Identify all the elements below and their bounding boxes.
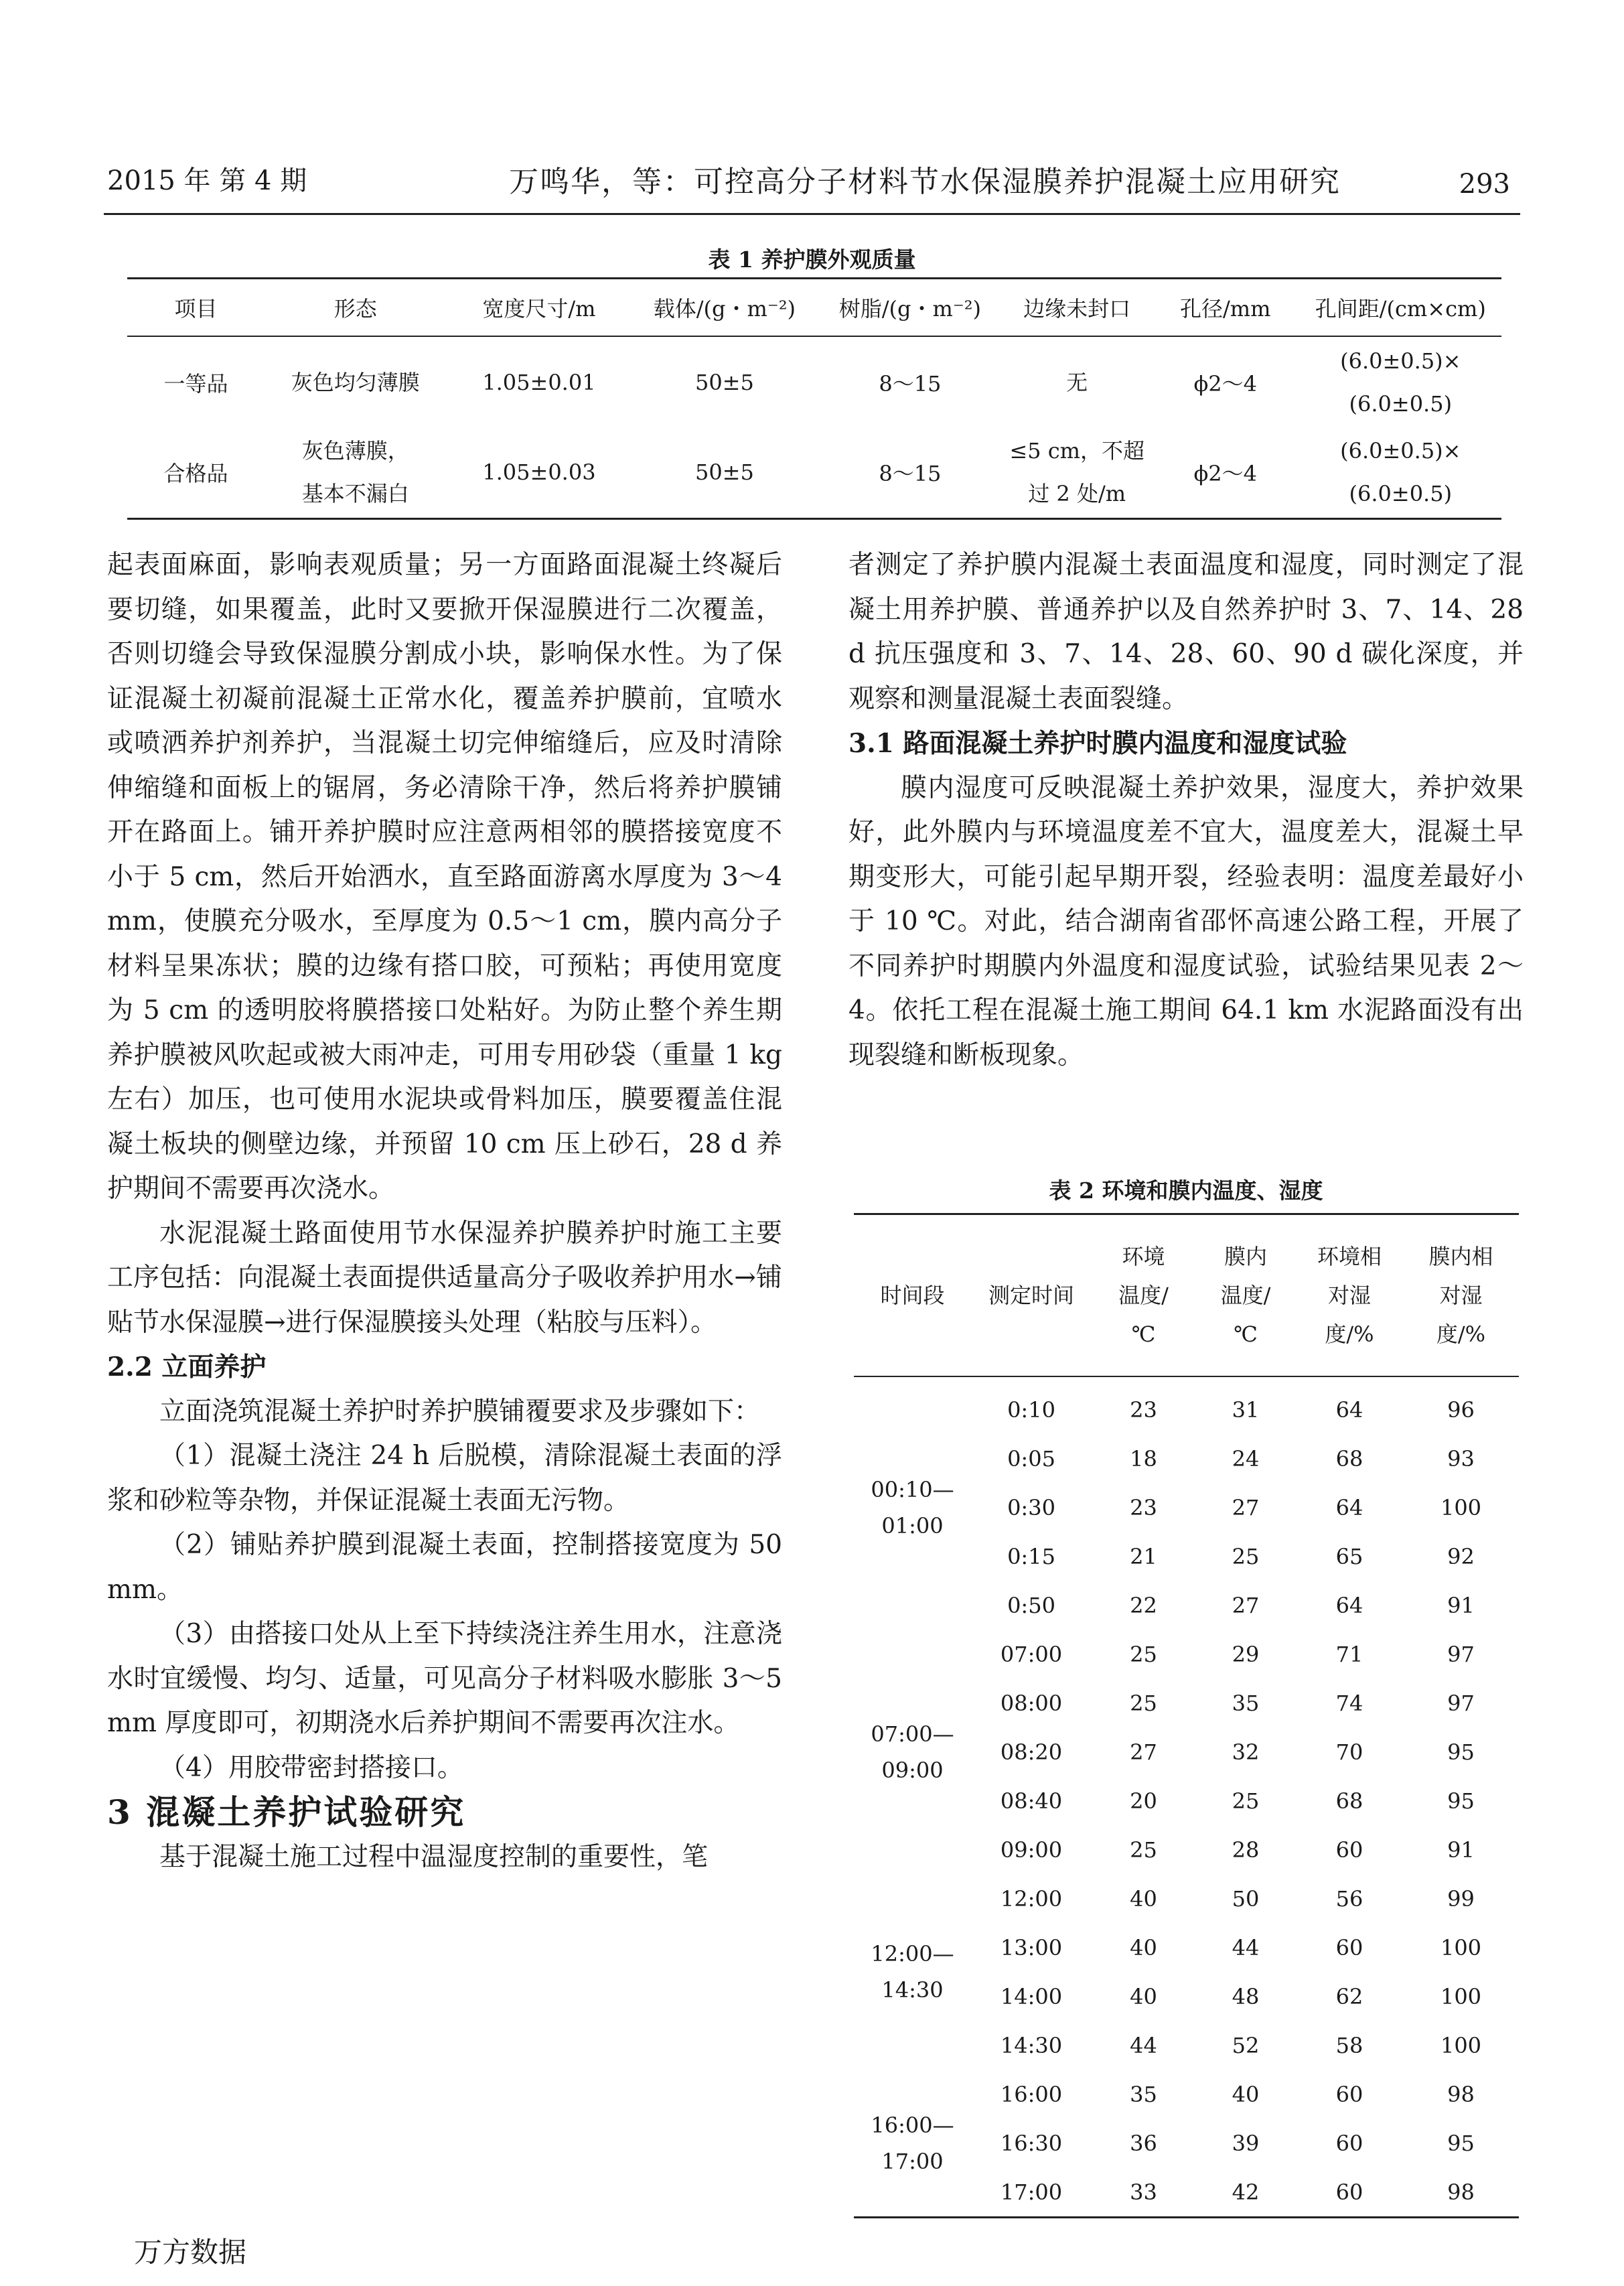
table-cell: 95 — [1447, 1739, 1475, 1765]
cell-line: (6.0±0.5)× — [1340, 348, 1461, 374]
period-line: 07:00— — [871, 1721, 954, 1747]
header-line: 环境 — [1122, 1244, 1165, 1269]
table-cell: 44 — [1232, 1934, 1260, 1960]
paragraph: 立面浇筑混凝土养护时养护膜铺覆要求及步骤如下： — [159, 1396, 761, 1427]
page-number: 293 — [1459, 169, 1510, 200]
carrier-cell: 50±5 — [694, 369, 754, 395]
table2-header-cell — [971, 1214, 1092, 1377]
width-cell: 1.05±0.01 — [482, 369, 596, 395]
table-cell: 91 — [1447, 1837, 1475, 1863]
header-line: 膜内 — [1224, 1244, 1267, 1269]
table2-header-cell — [1195, 1214, 1296, 1377]
table1-header-cell: 项目 — [127, 279, 265, 337]
form-cell — [265, 427, 446, 518]
edge-cell — [1003, 427, 1151, 518]
period-line: 16:00— — [871, 2112, 954, 2138]
table-cell: 35 — [1130, 2081, 1157, 2107]
table1-header-cell: 树脂/(g・m⁻²) — [817, 279, 1003, 337]
header-line: 温度/ — [1118, 1283, 1169, 1308]
cell-line: (6.0±0.5) — [1349, 481, 1453, 507]
cell-line: 灰色薄膜， — [301, 438, 409, 464]
spacing-cell — [1300, 427, 1501, 518]
resin-cell: 8～15 — [879, 370, 942, 397]
header-line: ℃ — [1131, 1321, 1156, 1347]
table-cell: 100 — [1440, 1934, 1482, 1960]
table-cell: 60 — [1335, 2081, 1363, 2107]
table-cell: 25 — [1130, 1837, 1157, 1863]
header-line: 膜内相 — [1428, 1244, 1493, 1269]
table-cell: 25 — [1232, 1543, 1260, 1569]
left-column — [107, 543, 782, 1879]
table-cell: 60 — [1335, 1934, 1363, 1960]
table-cell: 28 — [1232, 1837, 1260, 1863]
table-cell: 52 — [1232, 2032, 1260, 2058]
table2-header-cell — [1296, 1214, 1403, 1377]
table-cell: 09:00 — [1000, 1837, 1063, 1863]
running-title: 万鸣华，等：可控高分子材料节水保湿膜养护混凝土应用研究 — [509, 165, 1341, 199]
table-cell: 14:30 — [1000, 2032, 1063, 2058]
table-cell: 25 — [1130, 1641, 1157, 1667]
table-cell: 97 — [1447, 1690, 1475, 1716]
right-column — [848, 543, 1524, 1078]
table-cell: 98 — [1447, 2081, 1475, 2107]
table-cell: 40 — [1130, 1934, 1157, 1960]
edge-cell — [1003, 336, 1151, 427]
table-cell: 21 — [1130, 1543, 1157, 1569]
header-line: 温度/ — [1220, 1283, 1271, 1308]
table-cell: 16:30 — [1000, 2130, 1063, 2156]
table-cell: 58 — [1335, 2032, 1363, 2058]
table-cell: 62 — [1335, 1983, 1363, 2009]
table-cell: 35 — [1232, 1690, 1260, 1716]
table-cell: 25 — [1232, 1788, 1260, 1814]
form-cell — [265, 336, 446, 427]
table-cell: 95 — [1447, 1788, 1475, 1814]
section-heading-2-2: 2.2 立面养护 — [107, 1352, 267, 1382]
table-cell: 100 — [1440, 2032, 1482, 2058]
table-cell: 100 — [1440, 1494, 1482, 1520]
period-line: 09:00 — [881, 1757, 944, 1783]
table-cell: 27 — [1232, 1592, 1260, 1618]
header-line: 测定时间 — [988, 1283, 1074, 1308]
table-cell: 92 — [1447, 1543, 1475, 1569]
period-line: 00:10— — [871, 1476, 954, 1502]
table2 — [854, 1213, 1519, 2218]
table-cell: 40 — [1232, 2081, 1260, 2107]
period-cell — [854, 1376, 971, 1630]
step-1: （1）混凝土浇注 24 h 后脱模，清除混凝土表面的浮浆和砂粒等杂物，并保证混凝土表面无污物。 — [107, 1441, 782, 1516]
carrier-cell: 50±5 — [694, 459, 754, 486]
table-cell: 40 — [1130, 1983, 1157, 2009]
cell-line: (6.0±0.5)× — [1340, 438, 1461, 464]
width-cell: 1.05±0.03 — [482, 459, 596, 486]
table-cell: 74 — [1335, 1690, 1363, 1716]
table-row — [854, 2070, 1519, 2119]
cell-line: 基本不漏白 — [301, 481, 409, 507]
table-cell: 13:00 — [1000, 1934, 1063, 1960]
paragraph: 起表面麻面，影响表观质量；另一方面路面混凝土终凝后要切缝，如果覆盖，此时又要掀开保湿膜进行二次覆盖，否则切缝会导致保湿膜分割成小块，影响保水性。为了保证混凝土初凝前混凝土正常水化，覆盖养护膜前，宜喷水或喷洒养护剂养护，当混凝土切完伸缩缝后，应及时清除伸缩缝和面板上的锯屑，务必清除干净，然后将养护膜铺开在路面上。铺开养护膜时应注意两相邻的膜搭接宽度不小于 5 cm，然后开始洒水，直至路面游离水厚度为 3～4 mm，使膜充分吸水，至厚度为 0.5～1 cm，膜内高分子材料呈果冻状；膜的边缘有搭口胶，可预粘；再使用宽度为 5 cm 的透明胶将膜搭接口处粘好。为防止整个养生期养护膜被风吹起或被大雨冲走，可用专用砂袋（重量 1 kg 左右）加压，也可使用水泥块或骨料加压，膜要覆盖住混凝土板块的侧壁边缘，并预留 10 cm 压上砂石，28 d 养护期间不需要再次浇水。 — [107, 550, 782, 1204]
cell-line: (6.0±0.5) — [1349, 390, 1453, 417]
header-line: 对湿 — [1327, 1283, 1371, 1308]
table-cell: 12:00 — [1000, 1885, 1063, 1912]
paragraph: 者测定了养护膜内混凝土表面温度和湿度，同时测定了混凝土用养护膜、普通养护以及自然养护时 3、7、14、28 d 抗压强度和 3、7、14、28、60、90 d 碳化深度，并观察和测量混凝土表面裂缝。 — [848, 550, 1524, 714]
table-cell: 99 — [1447, 1885, 1475, 1912]
cell-line: 过 2 处/m — [1028, 481, 1126, 507]
table1-header-cell: 孔径/mm — [1151, 279, 1300, 337]
table1-header-cell: 载体/(g・m⁻²) — [632, 279, 817, 337]
header-line: 度/% — [1325, 1321, 1374, 1347]
table-cell: 68 — [1335, 1788, 1363, 1814]
table-cell: 56 — [1335, 1885, 1363, 1912]
period-line: 14:30 — [881, 1977, 944, 2003]
header-line: 时间段 — [880, 1283, 945, 1308]
cell-line: 无 — [1066, 369, 1088, 395]
header-line: ℃ — [1234, 1321, 1258, 1347]
table-cell: 64 — [1335, 1592, 1363, 1618]
table-row — [854, 1630, 1519, 1678]
table-cell: 39 — [1232, 2130, 1260, 2156]
header-rule — [104, 213, 1520, 215]
table-cell: 64 — [1335, 1494, 1363, 1520]
period-cell — [854, 1630, 971, 1874]
grade-cell: 合格品 — [163, 461, 228, 487]
header-line: 度/% — [1436, 1321, 1486, 1347]
table2-header-cell — [1092, 1214, 1195, 1377]
table-cell: 20 — [1130, 1788, 1157, 1814]
table-cell: 93 — [1447, 1445, 1475, 1472]
table-cell: 64 — [1335, 1397, 1363, 1423]
table-cell: 0:50 — [1007, 1592, 1055, 1618]
table-cell: 22 — [1130, 1592, 1157, 1618]
table-cell: 23 — [1130, 1397, 1157, 1423]
table-cell: 18 — [1130, 1445, 1157, 1472]
table-cell: 42 — [1232, 2179, 1260, 2205]
table2-header-cell — [854, 1214, 971, 1377]
paragraph: 水泥混凝土路面使用节水保湿养护膜养护时施工主要工序包括：向混凝土表面提供适量高分子吸收养护用水→铺贴节水保湿膜→进行保湿膜接头处理（粘胶与压料）。 — [107, 1218, 782, 1338]
table-cell: 33 — [1130, 2179, 1157, 2205]
table-cell: 08:00 — [1000, 1690, 1063, 1716]
table-row — [127, 336, 1501, 427]
spacing-cell — [1300, 336, 1501, 427]
table1-header-row — [127, 279, 1501, 337]
table-cell: 40 — [1130, 1885, 1157, 1912]
table-cell: 48 — [1232, 1983, 1260, 2009]
table-cell: 16:00 — [1000, 2081, 1063, 2107]
table-cell: 32 — [1232, 1739, 1260, 1765]
cell-line: 灰色均匀薄膜 — [291, 369, 420, 395]
table-cell: 29 — [1232, 1641, 1260, 1667]
table-cell: 71 — [1335, 1641, 1363, 1667]
table-cell: 24 — [1232, 1445, 1260, 1472]
table2-caption: 表 2 环境和膜内温度、湿度 — [1049, 1177, 1323, 1204]
table-cell: 65 — [1335, 1543, 1363, 1569]
paragraph: 基于混凝土施工过程中温湿度控制的重要性，笔 — [159, 1841, 709, 1872]
table-cell: 27 — [1130, 1739, 1157, 1765]
table-cell: 50 — [1232, 1885, 1260, 1912]
table-cell: 07:00 — [1000, 1641, 1063, 1667]
header-line: 对湿 — [1439, 1283, 1483, 1308]
section-heading-3: 3 混凝土养护试验研究 — [107, 1792, 466, 1832]
step-4: （4）用胶带密封搭接口。 — [159, 1752, 463, 1783]
table-cell: 100 — [1440, 1983, 1482, 2009]
table2-header-row — [854, 1214, 1519, 1377]
table-row — [854, 1376, 1519, 1434]
table-cell: 31 — [1232, 1397, 1260, 1423]
table-cell: 0:15 — [1007, 1543, 1055, 1569]
header-line: 环境相 — [1317, 1244, 1382, 1269]
period-line: 01:00 — [881, 1512, 944, 1539]
table-cell: 96 — [1447, 1397, 1475, 1423]
table-cell: 25 — [1130, 1690, 1157, 1716]
resin-cell: 8～15 — [879, 461, 942, 487]
table-cell: 0:05 — [1007, 1445, 1055, 1472]
table1-header-cell: 宽度尺寸/m — [446, 279, 632, 337]
footer-source: 万方数据 — [134, 2236, 247, 2269]
table-cell: 17:00 — [1000, 2179, 1063, 2205]
table2-header-cell — [1403, 1214, 1519, 1377]
table-cell: 44 — [1130, 2032, 1157, 2058]
paragraph: 膜内湿度可反映混凝土养护效果，湿度大，养护效果好，此外膜内与环境温度差不宜大，温度差大，混凝土早期变形大，可能引起早期开裂，经验表明：温度差最好小于 10 ℃。对此，结合湖南省邵怀高速公路工程，开展了不同养护时期膜内外温度和湿度试验，试验结果见表 2～4。依托工程在混凝土施工期间 64.1 km 水泥路面没有出现裂缝和断板现象。 — [848, 772, 1524, 1070]
cell-line: ≤5 cm，不超 — [1009, 438, 1145, 464]
table1-header-cell: 形态 — [265, 279, 446, 337]
table-cell: 68 — [1335, 1445, 1363, 1472]
table-row — [127, 427, 1501, 518]
aperture-cell: ϕ2～4 — [1193, 370, 1258, 397]
period-line: 12:00— — [871, 1941, 954, 1967]
aperture-cell: ϕ2～4 — [1193, 461, 1258, 487]
table-cell: 23 — [1130, 1494, 1157, 1520]
table-cell: 60 — [1335, 2179, 1363, 2205]
table-row — [854, 1874, 1519, 1923]
table-cell: 0:10 — [1007, 1397, 1055, 1423]
table1-header-cell: 孔间距/(cm×cm) — [1300, 279, 1501, 337]
table-cell: 0:30 — [1007, 1494, 1055, 1520]
journal-issue: 2015 年 第 4 期 — [107, 165, 307, 196]
table-cell: 60 — [1335, 1837, 1363, 1863]
section-heading-3-1: 3.1 路面混凝土养护时膜内温度和湿度试验 — [848, 728, 1347, 759]
table1-caption: 表 1 养护膜外观质量 — [708, 246, 916, 273]
period-cell — [854, 1874, 971, 2070]
table-cell: 91 — [1447, 1592, 1475, 1618]
table-cell: 08:20 — [1000, 1739, 1063, 1765]
table-cell: 08:40 — [1000, 1788, 1063, 1814]
table-cell: 36 — [1130, 2130, 1157, 2156]
table-cell: 70 — [1335, 1739, 1363, 1765]
step-3: （3）由搭接口处从上至下持续浇注养生用水，注意浇水时宜缓慢、均匀、适量，可见高分子材料吸水膨胀 3～5 mm 厚度即可，初期浇水后养护期间不需要再次注水。 — [107, 1619, 782, 1738]
table1 — [127, 277, 1501, 520]
table1-header-cell: 边缘未封口 — [1003, 279, 1151, 337]
table-cell: 14:00 — [1000, 1983, 1063, 2009]
period-cell — [854, 2070, 971, 2218]
table-cell: 97 — [1447, 1641, 1475, 1667]
table-cell: 98 — [1447, 2179, 1475, 2205]
step-2: （2）铺贴养护膜到混凝土表面，控制搭接宽度为 50 mm。 — [107, 1530, 782, 1605]
table-cell: 27 — [1232, 1494, 1260, 1520]
table-cell: 95 — [1447, 2130, 1475, 2156]
grade-cell: 一等品 — [163, 370, 228, 397]
table-cell: 60 — [1335, 2130, 1363, 2156]
period-line: 17:00 — [881, 2148, 944, 2174]
